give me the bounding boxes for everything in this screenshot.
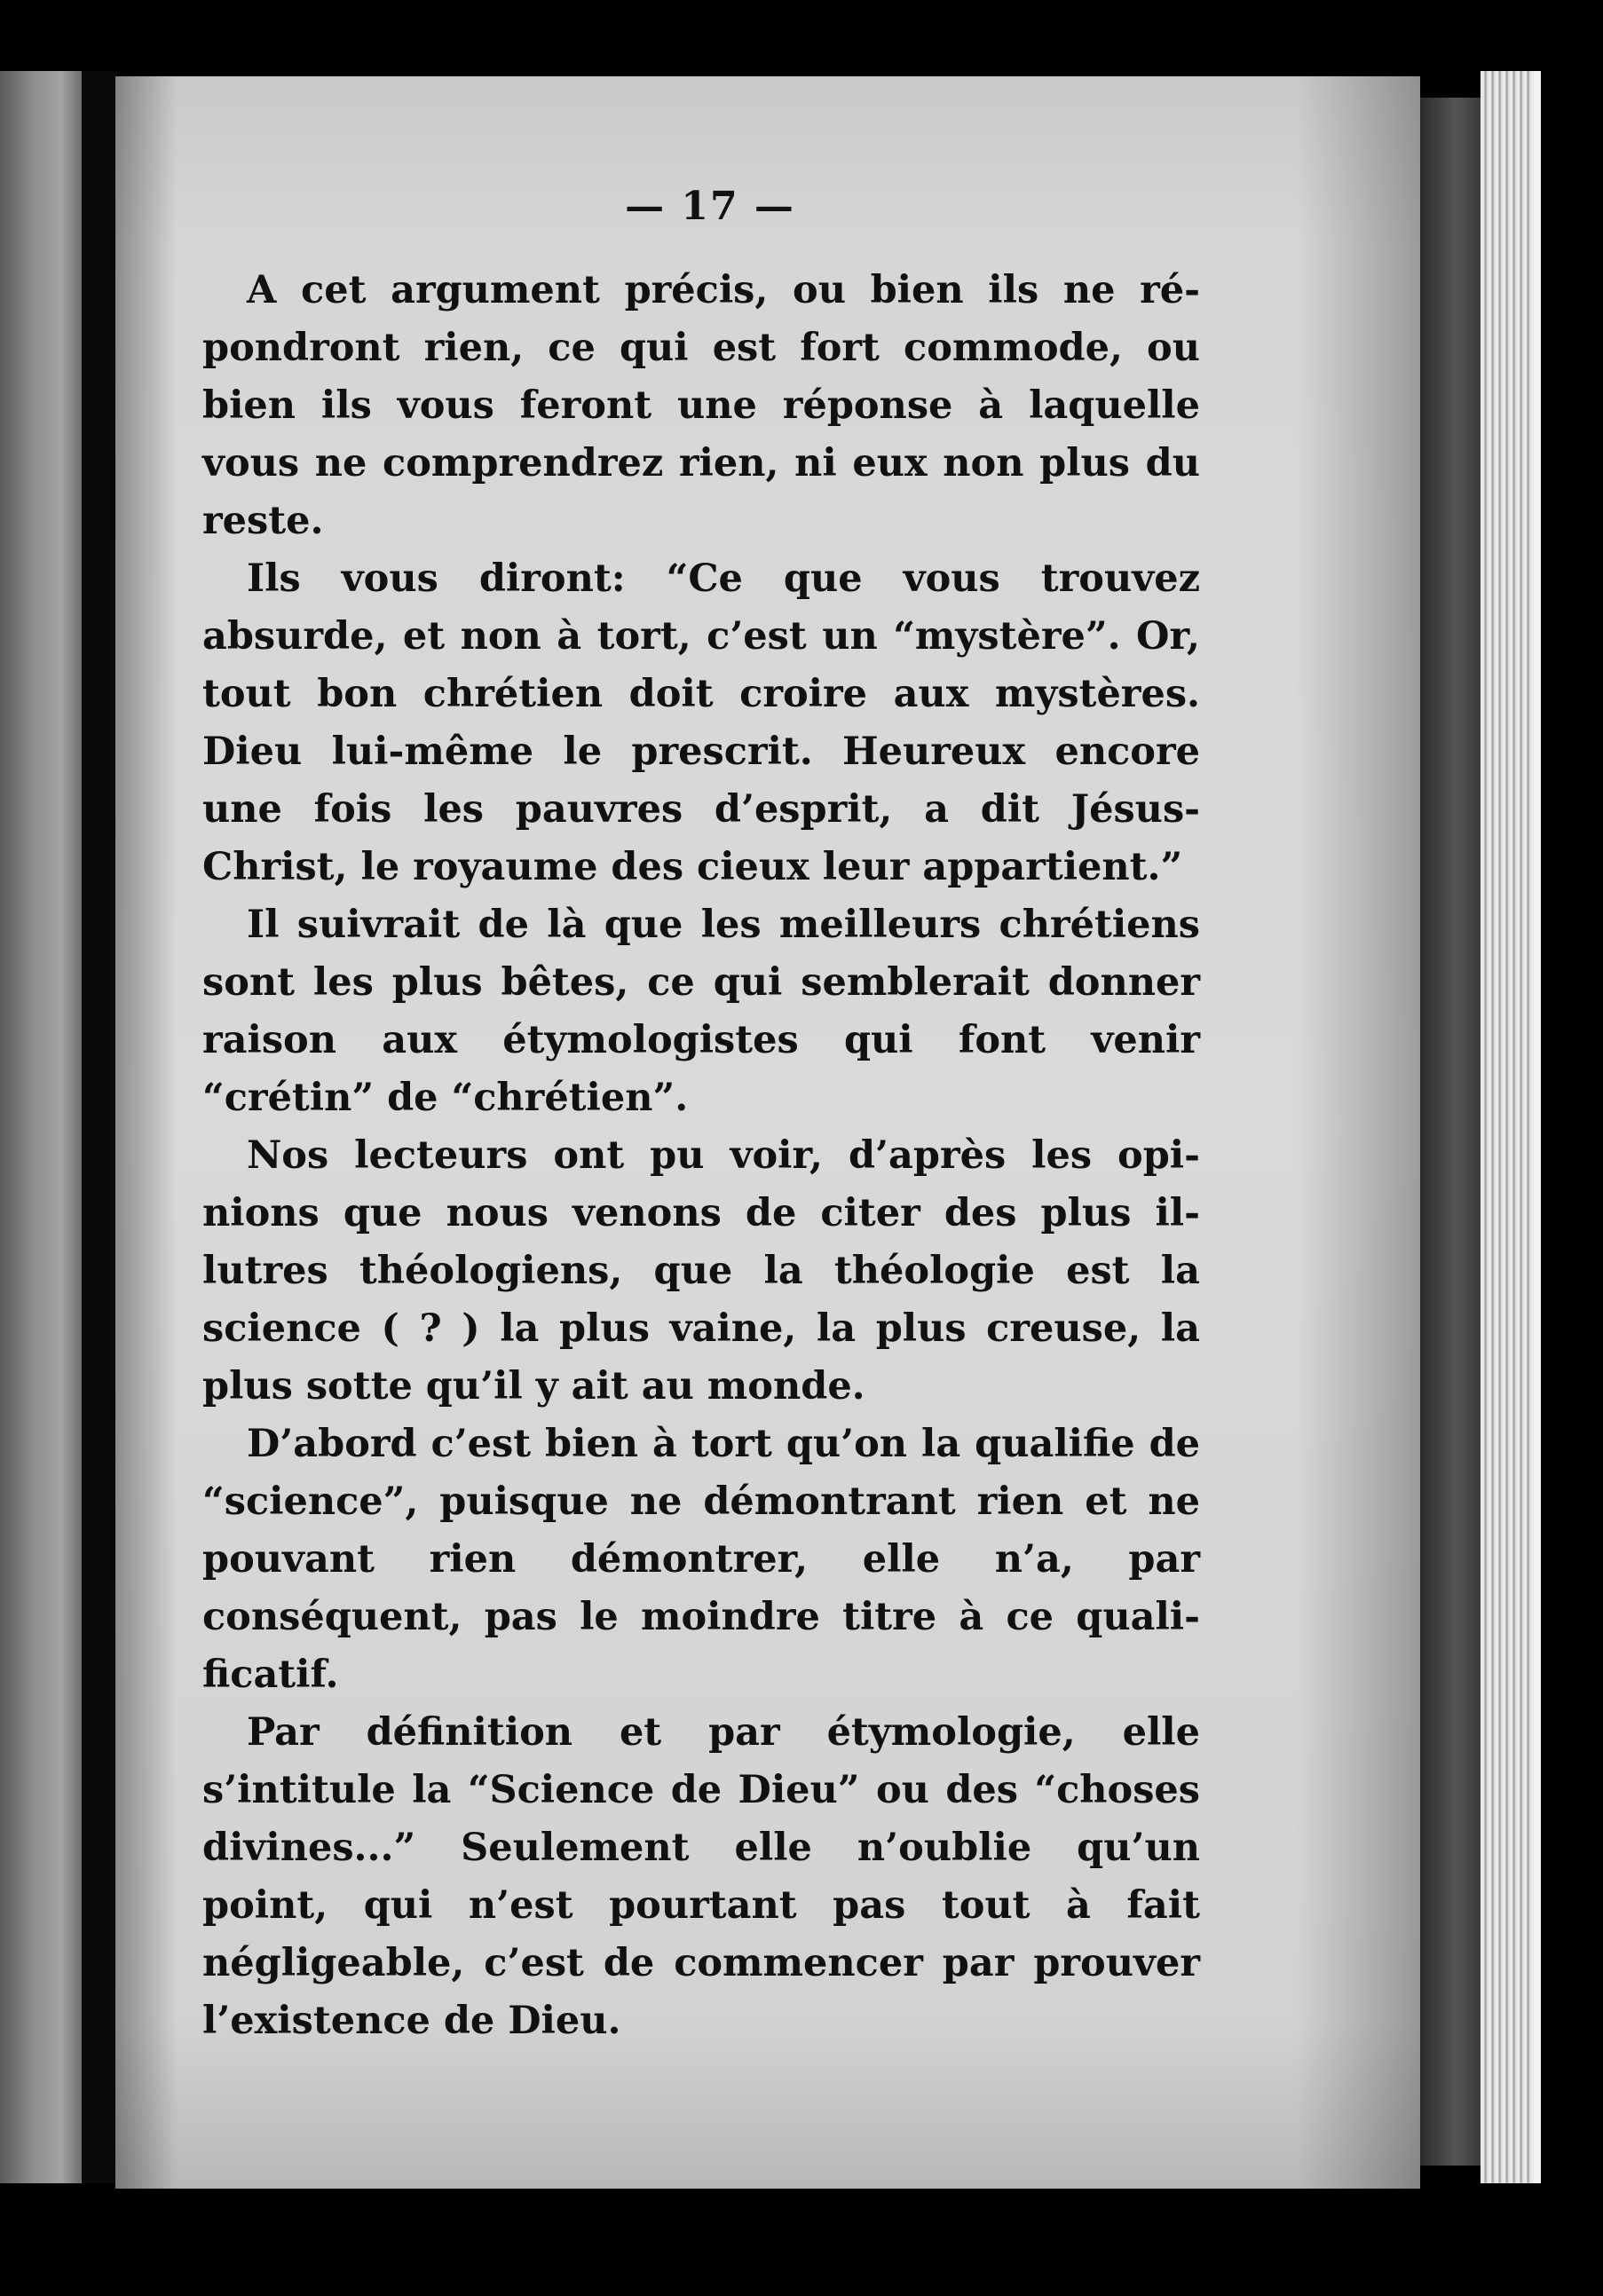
paragraph: Il suivrait de là que les meilleurs chrétiens sont les plus bêtes, ce qui semblerait donner raison aux étymologistes qui font venir “crétin” de “chrétien”.: [202, 903, 1200, 1120]
page-shadow-left: [115, 76, 178, 2189]
page-edge-shadow: [1420, 98, 1481, 2166]
page-edge-outer: [1534, 71, 1541, 2183]
page-number: — 17 —: [625, 184, 795, 229]
page-text-block: [202, 178, 1200, 2050]
paragraph: A cet argument précis, ou bien ils ne répondront rien, ce qui est fort commode, ou bien ils vous feront une réponse à laquelle vous ne comprendrez rien, ni eux non plus du reste.: [202, 268, 1200, 543]
paragraph: Ils vous diront: “Ce que vous trouvez absurde, et non à tort, c’est un “mystère”. Or, tout bon chrétien doit croire aux mystères. Dieu lui-même le prescrit. Heureux encore une fois les pauvres d’esprit, a dit Jésus-Christ, le royaume des cieux leur appartient.”: [202, 556, 1200, 889]
book-gutter: [82, 71, 117, 2183]
page-shadow-right: [1296, 76, 1420, 2189]
page-edge-leaves: [1481, 71, 1534, 2183]
paragraph: Nos lecteurs ont pu voir, d’après les opinions que nous venons de citer des plus illutres théologiens, que la théologie est la science ( ? ) la plus vaine, la plus creuse, la plus sotte qu’il y ait au monde.: [202, 1133, 1200, 1408]
paragraph: D’abord c’est bien à tort qu’on la qualifie de “science”, puisque ne démontrant rien et ne pouvant rien démontrer, elle n’a, par conséquent, pas le moindre titre à ce qualificatif.: [202, 1422, 1200, 1697]
left-page-sliver: [0, 71, 82, 2183]
paragraph: Par définition et par étymologie, elle s’intitule la “Science de Dieu” ou des “choses divines...” Seulement elle n’oublie qu’un point, qui n’est pourtant pas tout à fait négligeable, c’est de commencer par prouver l’existence de Dieu.: [202, 1710, 1200, 2043]
